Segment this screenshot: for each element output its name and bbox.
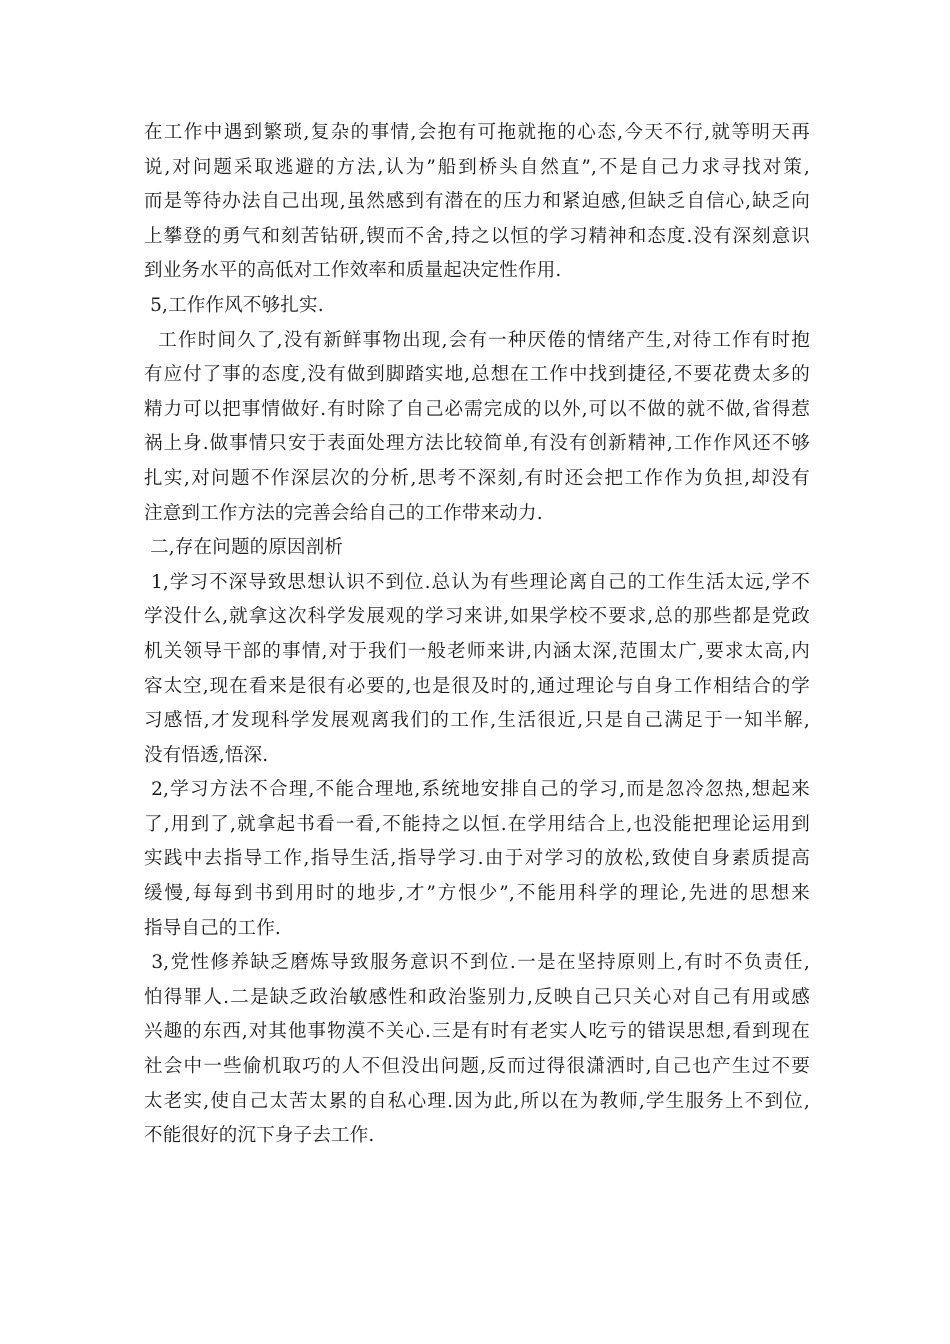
text-line: 3,党性修养缺乏磨炼导致服务意识不到位.一是在坚持原则上,有时不负责任, — [144, 952, 810, 974]
text-line: 扎实,对问题不作深层次的分析,思考不深刻,有时还会把工作作为负担,却没有 — [144, 467, 810, 489]
paragraph-cause-3 — [144, 946, 810, 1154]
text-line: 在工作中遇到繁琐,复杂的事情,会抱有可拖就拖的心态,今天不行,就等明天再 — [144, 122, 810, 143]
text-line: 1,学习不深导致思想认识不到位.总认为有些理论离自己的工作生活太远,学不 — [144, 571, 810, 593]
text-line: 注意到工作方法的完善会给自己的工作带来动力. — [144, 502, 543, 524]
text-line: 工作时间久了,没有新鲜事物出现,会有一种厌倦的情绪产生,对待工作有时抱 — [144, 329, 810, 351]
text-line: 学没什么,就拿这次科学发展观的学习来讲,如果学校不要求,总的那些都是党政 — [144, 606, 810, 628]
text-line: 而是等待办法自己出现,虽然感到有潜在的压力和紧迫感,但缺乏自信心,缺乏向 — [144, 191, 810, 213]
paragraph-work-style — [144, 324, 810, 532]
text-line: 了,用到了,就拿起书看一看,不能持之以恒.在学用结合上,也没能把理论运用到 — [144, 813, 810, 835]
text-line: 到业务水平的高低对工作效率和质量起决定性作用. — [144, 260, 562, 282]
text-line: 有应付了事的态度,没有做到脚踏实地,总想在工作中找到捷径,不要花费太多的 — [144, 364, 810, 386]
text-line: 缓慢,每每到书到用时的地步,才”方恨少”,不能用科学的理论,先进的思想来 — [144, 883, 810, 905]
text-line: 二,存在问题的原因剖析 — [144, 537, 344, 559]
text-line: 祸上身.做事情只安于表面处理方法比较简单,有没有创新精神,工作作风还不够 — [144, 433, 810, 455]
text-line: 没有悟透,悟深. — [144, 744, 269, 766]
text-line: 社会中一些偷机取巧的人不但没出问题,反而过得很潇洒时,自己也产生过不要 — [144, 1056, 810, 1078]
text-line: 兴趣的东西,对其他事物漠不关心.三是有时有老实人吃亏的错误思想,看到现在 — [144, 1021, 810, 1043]
text-line: 太老实,使自己太苦太累的自私心理.因为此,所以在为教师,学生服务上不到位, — [144, 1090, 810, 1112]
text-line: 说,对问题采取逃避的方法,认为”船到桥头自然直”,不是自己力求寻找对策, — [144, 156, 811, 178]
text-line: 精力可以把事情做好.有时除了自己必需完成的以外,可以不做的就不做,省得惹 — [144, 398, 810, 420]
text-line: 机关领导干部的事情,对于我们一般老师来讲,内涵太深,范围太广,要求太高,内 — [144, 640, 810, 662]
text-line: 实践中去指导工作,指导生活,指导学习.由于对学习的放松,致使自身素质提高 — [144, 848, 810, 870]
text-line: 2,学习方法不合理,不能合理地,系统地安排自己的学习,而是忽冷忽热,想起来 — [144, 779, 810, 801]
paragraph-cause-1 — [144, 566, 810, 774]
text-line: 上攀登的勇气和刻苦钻研,锲而不舍,持之以恒的学习精神和态度.没有深刻意识 — [144, 225, 810, 247]
text-line: 容太空,现在看来是很有必要的,也是很及时的,通过理论与自身工作相结合的学 — [144, 675, 810, 697]
text-line: 怕得罪人.二是缺乏政治敏感性和政治鉴别力,反映自己只关心对自己有用或感 — [144, 986, 810, 1008]
text-line: 习感悟,才发现科学发展观离我们的工作,生活很近,只是自己满足于一知半解, — [144, 710, 810, 732]
paragraph-work-avoidance — [144, 116, 810, 289]
text-line: 指导自己的工作. — [144, 917, 281, 939]
section-heading-cause-analysis — [144, 531, 810, 566]
document-page — [144, 116, 810, 1154]
text-line: 不能很好的沉下身子去工作. — [144, 1125, 375, 1147]
paragraph-cause-2 — [144, 773, 810, 946]
heading-item-5 — [144, 289, 810, 324]
text-line: 5,工作作风不够扎实. — [144, 294, 324, 316]
